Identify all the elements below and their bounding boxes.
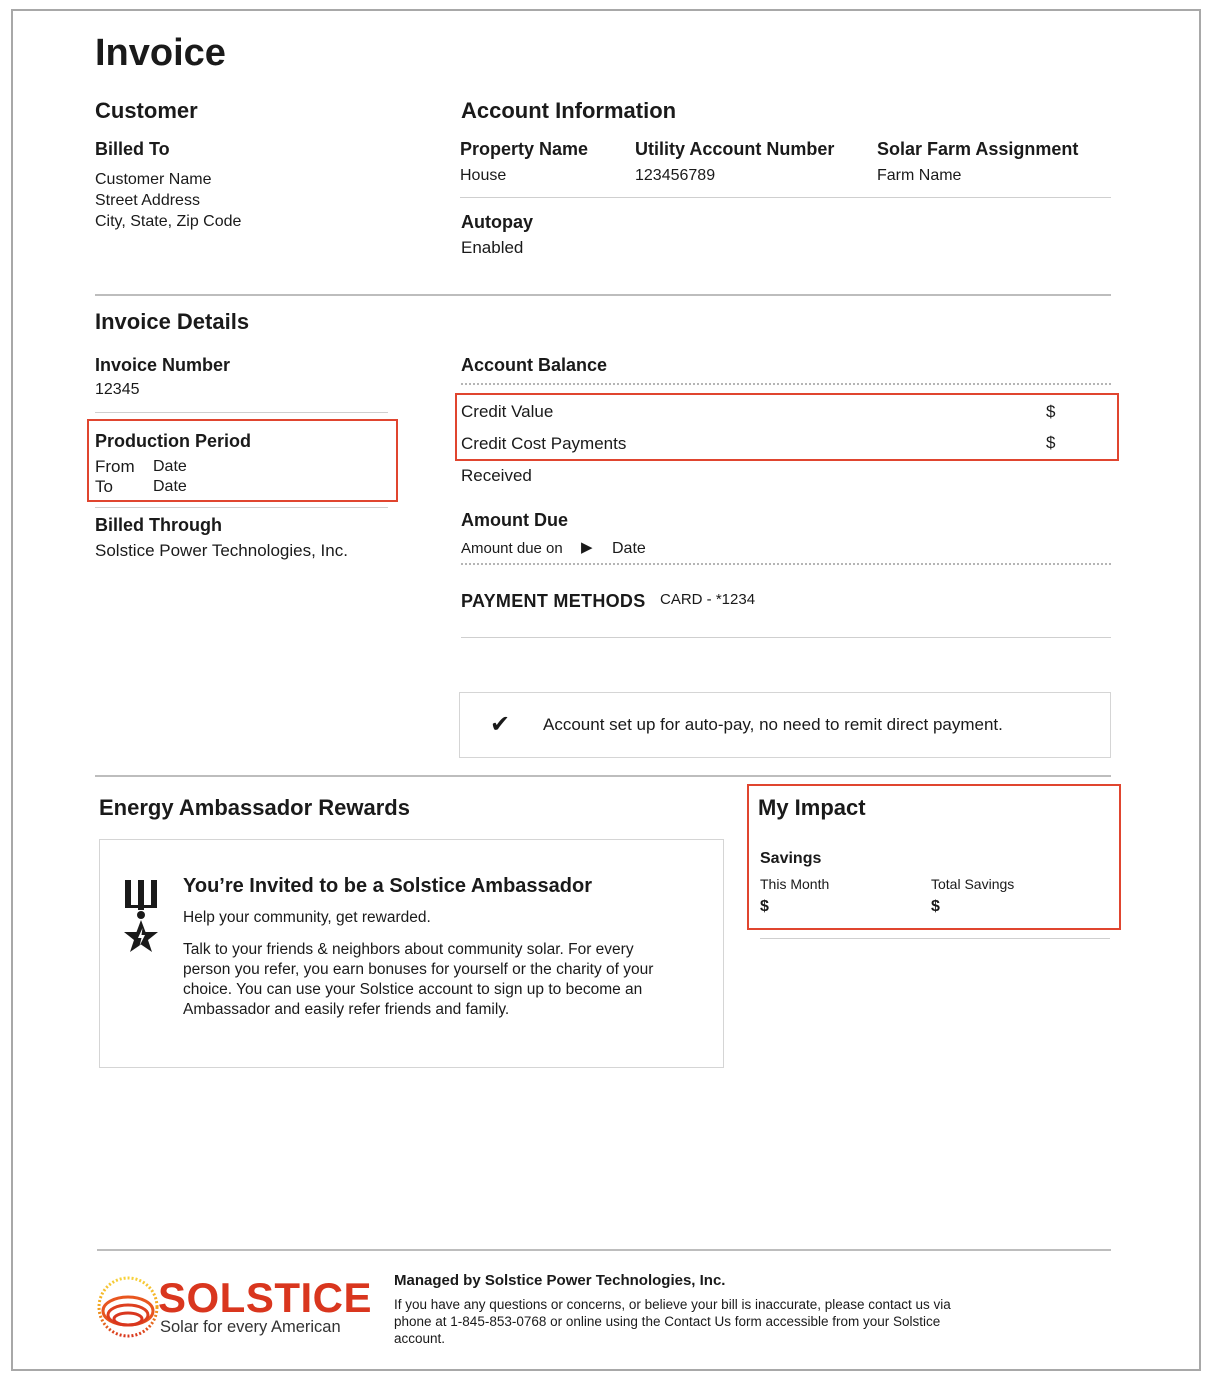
managed-by: Managed by Solstice Power Technologies, Inc. — [394, 1272, 726, 1289]
divider — [461, 637, 1111, 638]
total-savings-label: Total Savings — [931, 876, 1015, 892]
divider — [95, 412, 388, 413]
footer-divider — [97, 1249, 1111, 1251]
customer-street: Street Address — [95, 192, 200, 209]
from-value: Date — [153, 458, 187, 475]
rewards-title: You’re Invited to be a Solstice Ambassador — [183, 875, 592, 897]
received-label: Received — [461, 466, 532, 485]
invoice-details-heading: Invoice Details — [95, 309, 250, 334]
dotted-divider — [461, 563, 1111, 565]
total-savings-value: $ — [931, 898, 940, 915]
payment-methods-label: PAYMENT METHODS — [461, 591, 646, 611]
billed-through-label: Billed Through — [95, 515, 222, 535]
autopay-notice-text: Account set up for auto-pay, no need to remit direct payment. — [543, 715, 1003, 734]
rewards-heading: Energy Ambassador Rewards — [99, 795, 410, 820]
my-impact-heading: My Impact — [758, 795, 866, 820]
rewards-subtitle: Help your community, get rewarded. — [183, 909, 431, 926]
billed-through-value: Solstice Power Technologies, Inc. — [95, 541, 348, 560]
page-title: Invoice — [95, 32, 226, 74]
solar-farm-label: Solar Farm Assignment — [877, 139, 1079, 159]
utility-value: 123456789 — [635, 167, 716, 184]
contact-text: If you have any questions or concerns, or believe your bill is inaccurate, please contact us via phone at 1-845-853-0768 or online using the Contact Us form accessible from your Solstice account. — [394, 1297, 951, 1346]
credit-cost-amount: $ — [1046, 433, 1056, 452]
solstice-logo-icon — [95, 1276, 161, 1338]
account-info-heading: Account Information — [461, 98, 677, 123]
credit-cost-label: Credit Cost Payments — [461, 434, 627, 453]
autopay-label: Autopay — [461, 212, 533, 232]
from-label: From — [95, 457, 135, 476]
production-period-label: Production Period — [95, 431, 252, 451]
rewards-body: Talk to your friends & neighbors about community solar. For every person you refer, you earn bonuses for yourself or the charity of your choice. You can use your Solstice account to sign up to become an Ambassador and easily refer friends and family. — [183, 941, 654, 1018]
property-value: House — [460, 167, 507, 184]
logo-tagline: Solar for every American — [160, 1318, 341, 1336]
section-divider — [95, 294, 1111, 296]
autopay-notice-box — [459, 692, 1111, 758]
customer-city: City, State, Zip Code — [95, 213, 242, 230]
this-month-label: This Month — [760, 876, 830, 892]
property-label: Property Name — [460, 139, 589, 159]
this-month-value: $ — [760, 898, 769, 915]
divider — [95, 507, 388, 508]
amount-due-date: Date — [612, 540, 646, 557]
dotted-divider — [461, 383, 1111, 385]
divider — [460, 197, 1111, 198]
credit-value-label: Credit Value — [461, 402, 554, 421]
logo-wordmark: SOLSTICE — [158, 1274, 373, 1321]
account-balance-heading: Account Balance — [461, 355, 608, 375]
utility-label: Utility Account Number — [635, 139, 835, 159]
customer-name: Customer Name — [95, 171, 212, 188]
autopay-value: Enabled — [461, 238, 524, 257]
invoice-number-label: Invoice Number — [95, 355, 231, 375]
amount-due-on-label: Amount due on — [461, 540, 563, 557]
payment-method-card: CARD - *1234 — [660, 591, 756, 608]
divider — [760, 938, 1110, 939]
credit-value-amount: $ — [1046, 402, 1056, 421]
customer-heading: Customer — [95, 98, 198, 123]
amount-due-label: Amount Due — [461, 510, 568, 530]
play-arrow-icon: ▶ — [581, 539, 593, 556]
to-label: To — [95, 477, 113, 496]
billed-to-label: Billed To — [95, 139, 170, 159]
savings-label: Savings — [760, 850, 822, 867]
invoice-number-value: 12345 — [95, 381, 140, 398]
rewards-card — [99, 839, 724, 1068]
section-divider — [95, 775, 1111, 777]
checkmark-icon: ✔ — [490, 711, 511, 738]
medal-icon — [122, 880, 160, 954]
solar-farm-value: Farm Name — [877, 167, 962, 184]
to-value: Date — [153, 478, 187, 495]
